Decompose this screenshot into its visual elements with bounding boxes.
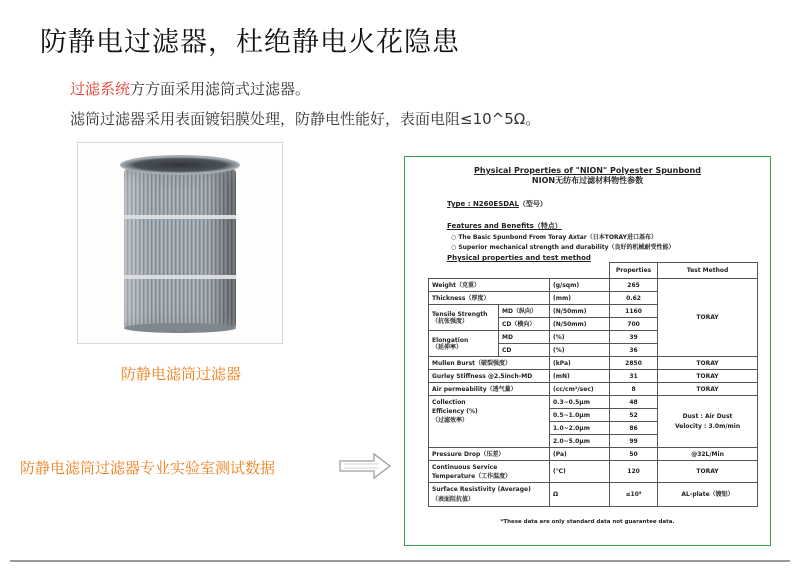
row-label: Gurley Stiffness @2.5inch-MD: [429, 370, 550, 383]
row-label: Pressure Drop（压差）: [429, 448, 550, 461]
physical-title: Physical properties and test method: [447, 254, 591, 262]
table-row: [429, 483, 758, 507]
row-range: 1.0~2.0μm: [550, 422, 610, 435]
row-range: 2.0~5.0μm: [550, 435, 610, 448]
row-value: 86: [610, 422, 658, 435]
row-unit: (mN): [550, 370, 610, 383]
feature-item: ○ The Basic Spunbond From Toray Axtar（日本TORAY进口基布）: [451, 234, 657, 241]
row-value: 2850: [610, 357, 658, 370]
row-value: 265: [610, 279, 658, 292]
row-label: Air permeability（透气量）: [429, 383, 550, 396]
continuous-service-label: Continuous Service: [432, 463, 498, 471]
row-direction: MD（纵向）: [499, 305, 550, 318]
collection-label: Collection: [432, 399, 466, 406]
row-method: TORAY: [658, 461, 758, 483]
row-method: AL-plate（镀铝）: [658, 483, 758, 507]
sheet-type: [447, 199, 547, 209]
header-properties: Properties: [610, 263, 658, 279]
efficiency-label-cn: （过滤效率）: [432, 417, 469, 424]
row-value: ≤10⁵: [610, 483, 658, 507]
feature-item: ○ Superior mechanical strength and durability（良好的机械耐受性能）: [451, 244, 675, 251]
row-value: 120: [610, 461, 658, 483]
row-value: 48: [610, 396, 658, 409]
row-unit: (g/sqm): [550, 279, 610, 292]
row-method: [658, 396, 758, 448]
row-value: 8: [610, 383, 658, 396]
intro-line-2: 滤筒过滤器采用表面镀铝膜处理，防静电性能好，表面电阻≤10^5Ω。: [70, 110, 541, 128]
row-label: Weight（克重）: [429, 279, 550, 292]
tensile-label: Tensile Strength: [432, 310, 488, 318]
elongation-label-cn: （延伸率）: [432, 343, 463, 351]
filter-system-link[interactable]: 过滤系统: [70, 80, 131, 98]
row-value: 52: [610, 409, 658, 422]
row-unit: (N/50mm): [550, 305, 610, 318]
lab-data-caption: 防静电滤筒过滤器专业实验室测试数据: [20, 459, 276, 477]
row-unit: (mm): [550, 292, 610, 305]
row-direction: CD（横向）: [499, 318, 550, 331]
table-row: [429, 279, 758, 292]
table-row: [429, 448, 758, 461]
resistivity-label-cn: （表面阻抗值）: [432, 496, 475, 503]
row-unit: (%): [550, 344, 610, 357]
intro-line-1-text: 方方面采用滤筒式过滤器。: [130, 80, 311, 98]
efficiency-method-2: Velocity : 3.0m/min: [674, 423, 741, 430]
table-row: [429, 383, 758, 396]
row-value: 39: [610, 331, 658, 344]
row-value: 50: [610, 448, 658, 461]
features-title: Features and Benefits（特点）: [447, 222, 562, 230]
product-caption: 防静电滤筒过滤器: [121, 365, 242, 383]
page-title: 防静电过滤器，杜绝静电火花隐患: [40, 27, 460, 58]
row-unit: (kPa): [550, 357, 610, 370]
sheet-footnote: *These data are only standard data not guarantee data.: [500, 519, 675, 525]
row-label: [429, 305, 499, 331]
table-row: [429, 357, 758, 370]
resistivity-label: Surface Resistivity (Average): [432, 486, 531, 493]
sheet-type-label: Type : N260ESDAL: [447, 200, 519, 208]
test-method-cell: TORAY: [658, 279, 758, 357]
row-range: 0.5~1.0μm: [550, 409, 610, 422]
row-unit: (Pa): [550, 448, 610, 461]
row-label: [429, 396, 550, 448]
row-unit: (℃): [550, 461, 610, 483]
row-value: 0.62: [610, 292, 658, 305]
row-unit: (%): [550, 331, 610, 344]
row-value: 700: [610, 318, 658, 331]
efficiency-label: Efficiency (%): [432, 408, 478, 415]
intro-line-1: [70, 78, 310, 99]
sheet-title-cn: NION无纺布过滤材料物性参数: [531, 176, 644, 185]
row-value: 1160: [610, 305, 658, 318]
table-row: [429, 370, 758, 383]
row-value: 31: [610, 370, 658, 383]
table-row: [429, 461, 758, 483]
elongation-label: Elongation: [432, 336, 469, 344]
row-direction: MD: [499, 331, 550, 344]
row-label: [429, 331, 499, 357]
arrow-right-icon: [338, 452, 392, 480]
row-label: Thickness（厚度）: [429, 292, 550, 305]
bottom-divider: [10, 560, 790, 562]
row-direction: CD: [499, 344, 550, 357]
row-label: [429, 461, 550, 483]
filter-cartridge-image: [120, 155, 240, 333]
data-sheet: [404, 156, 771, 546]
header-test-method: Test Method: [658, 263, 758, 279]
row-method: TORAY: [658, 370, 758, 383]
row-method: @32L/Min: [658, 448, 758, 461]
sheet-title-en: Physical Properties of "NION" Polyester Spunbond: [474, 166, 701, 175]
row-value: 36: [610, 344, 658, 357]
sheet-type-note: （型号）: [518, 200, 547, 208]
sheet-title: [405, 166, 770, 186]
row-value: 99: [610, 435, 658, 448]
table-header-row: [429, 263, 758, 279]
row-method: TORAY: [658, 357, 758, 370]
row-unit: Ω: [550, 483, 610, 507]
efficiency-method-1: Dust : Air Dust: [682, 413, 733, 420]
row-label: Mullen Burst（破裂强度）: [429, 357, 550, 370]
row-label: [429, 483, 550, 507]
table-row: [429, 396, 758, 409]
tensile-label-cn: （抗张强度）: [432, 317, 469, 325]
properties-table: [428, 262, 758, 507]
row-range: 0.3~0.5μm: [550, 396, 610, 409]
row-unit: (cc/cm²/sec): [550, 383, 610, 396]
row-method: TORAY: [658, 383, 758, 396]
row-unit: (N/50mm): [550, 318, 610, 331]
continuous-service-label-2: Temperature（工作温度）: [432, 472, 512, 480]
product-photo: [77, 142, 283, 344]
